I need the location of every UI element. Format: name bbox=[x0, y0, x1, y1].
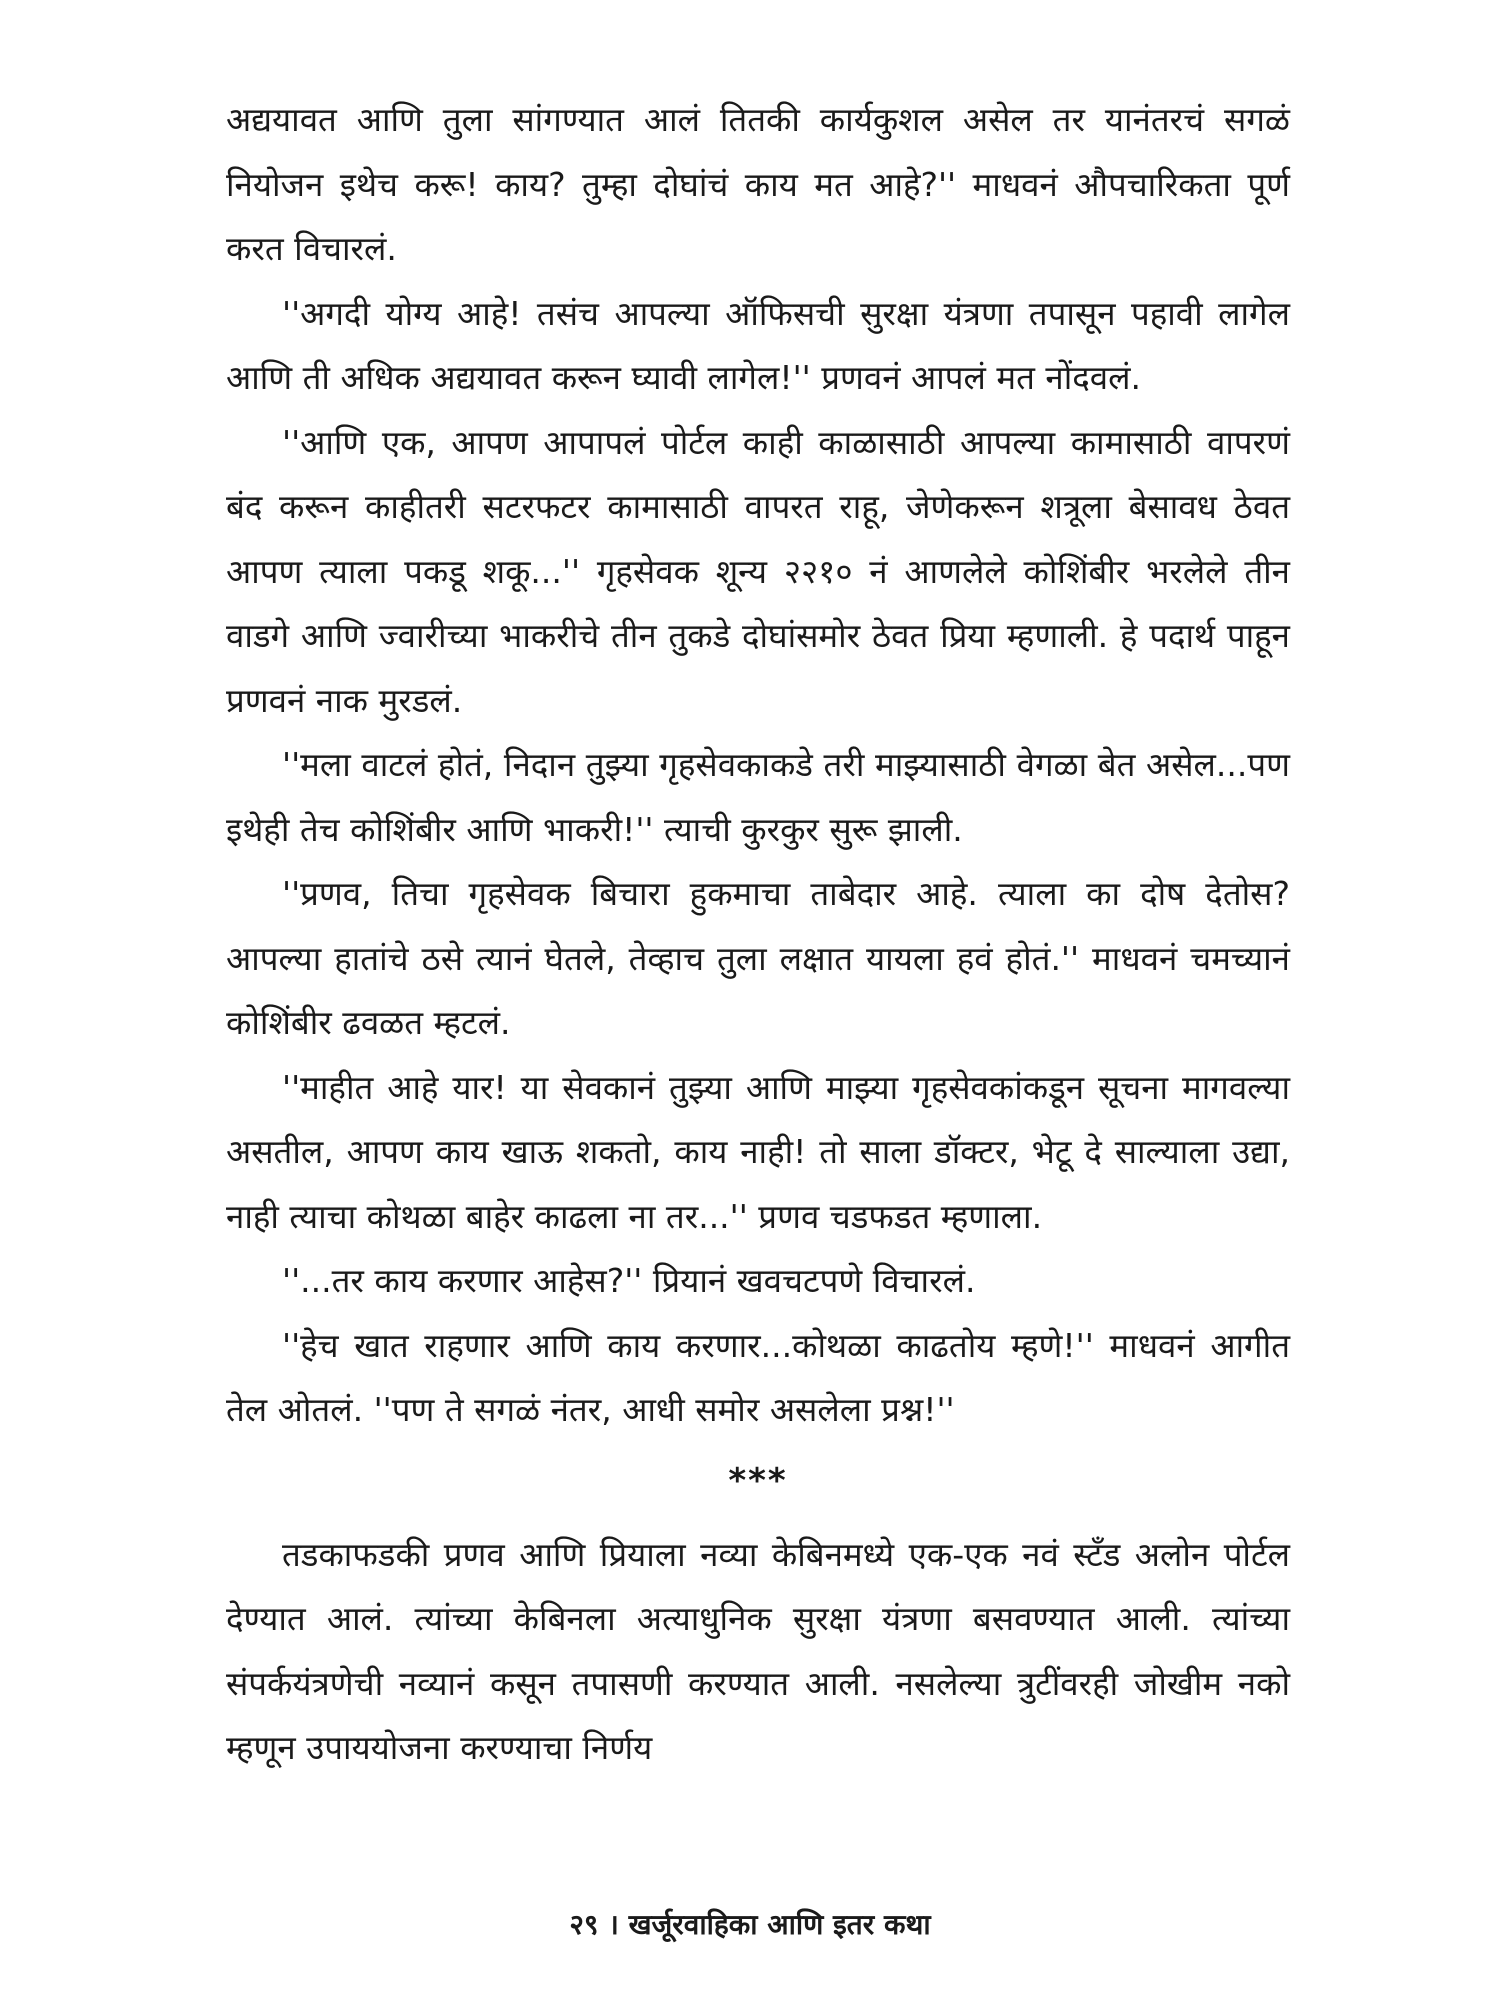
paragraph-4: ''मला वाटलं होतं, निदान तुझ्या गृहसेवकाकडे तरी माझ्यासाठी वेगळा बेत असेल...पण इथेही तेच कोशिंबीर आणि भाकरी!'' त्याची कुरकुर सुरू झाली. bbox=[226, 745, 1290, 849]
footer-divider: । bbox=[608, 1908, 619, 1941]
paragraph-1: अद्ययावत आणि तुला सांगण्यात आलं तितकी कार्यकुशल असेल तर यानंतरचं सगळं नियोजन इथेच करू! काय? तुम्हा दोघांचं काय मत आहे?'' माधवनं औपचारिकता पूर्ण करत विचारलं. bbox=[226, 100, 1290, 268]
page-footer bbox=[0, 1905, 1500, 1945]
paragraph-6: ''माहीत आहे यार! या सेवकानं तुझ्या आणि माझ्या गृहसेवकांकडून सूचना मागवल्या असतील, आपण काय खाऊ शकतो, काय नाही! तो साला डॉक्टर, भेटू दे साल्याला उद्या, नाही त्याचा कोथळा बाहेर काढला ना तर...'' प्रणव चडफडत म्हणाला. bbox=[226, 1067, 1290, 1236]
body-text bbox=[226, 88, 1290, 1781]
paragraph-7: ''...तर काय करणार आहेस?'' प्रियानं खवचटपणे विचारलं. bbox=[282, 1261, 976, 1300]
book-title: खर्जूरवाहिका आणि इतर कथा bbox=[628, 1908, 931, 1941]
paragraph-5: ''प्रणव, तिचा गृहसेवक बिचारा हुकमाचा ताबेदार आहे. त्याला का दोष देतोस? आपल्या हातांचे ठसे त्यानं घेतले, तेव्हाच तुला लक्षात यायला हवं होतं.'' माधवनं चमच्यानं कोशिंबीर ढवळत म्हटलं. bbox=[226, 874, 1290, 1042]
paragraph-2: ''अगदी योग्य आहे! तसंच आपल्या ऑफिसची सुरक्षा यंत्रणा तपासून पहावी लागेल आणि ती अधिक अद्ययावत करून घ्यावी लागेल!'' प्रणवनं आपलं मत नोंदवलं. bbox=[226, 293, 1290, 397]
paragraph-3: ''आणि एक, आपण आपापलं पोर्टल काही काळासाठी आपल्या कामासाठी वापरणं बंद करून काहीतरी सटरफटर कामासाठी वापरत राहू, जेणेकरून शत्रूला बेसावध ठेवत आपण त्याला पकडू शकू...'' गृहसेवक शून्य २२१० नं आणलेले कोशिंबीर भरलेले तीन वाडगे आणि ज्वारीच्या भाकरीचे तीन तुकडे दोघांसमोर ठेवत प्रिया म्हणाली. हे पदार्थ पाहून प्रणवनं नाक मुरडलं. bbox=[226, 422, 1290, 720]
paragraph-9: तडकाफडकी प्रणव आणि प्रियाला नव्या केबिनमध्ये एक-एक नवं स्टँड अलोन पोर्टल देण्यात आलं. त्यांच्या केबिनला अत्याधुनिक सुरक्षा यंत्रणा बसवण्यात आली. त्यांच्या संपर्कयंत्रणेची नव्यानं कसून तपासणी करण्यात आली. नसलेल्या त्रुटींवरही जोखीम नको म्हणून उपाययोजना करण्याचा निर्णय bbox=[226, 1534, 1290, 1767]
section-separator: *** bbox=[728, 1460, 788, 1501]
paragraph-8: ''हेच खात राहणार आणि काय करणार...कोथळा काढतोय म्हणे!'' माधवनं आगीत तेल ओतलं. ''पण ते सगळं नंतर, आधी समोर असलेला प्रश्न!'' bbox=[226, 1325, 1290, 1429]
page-number: २९ bbox=[569, 1908, 599, 1941]
